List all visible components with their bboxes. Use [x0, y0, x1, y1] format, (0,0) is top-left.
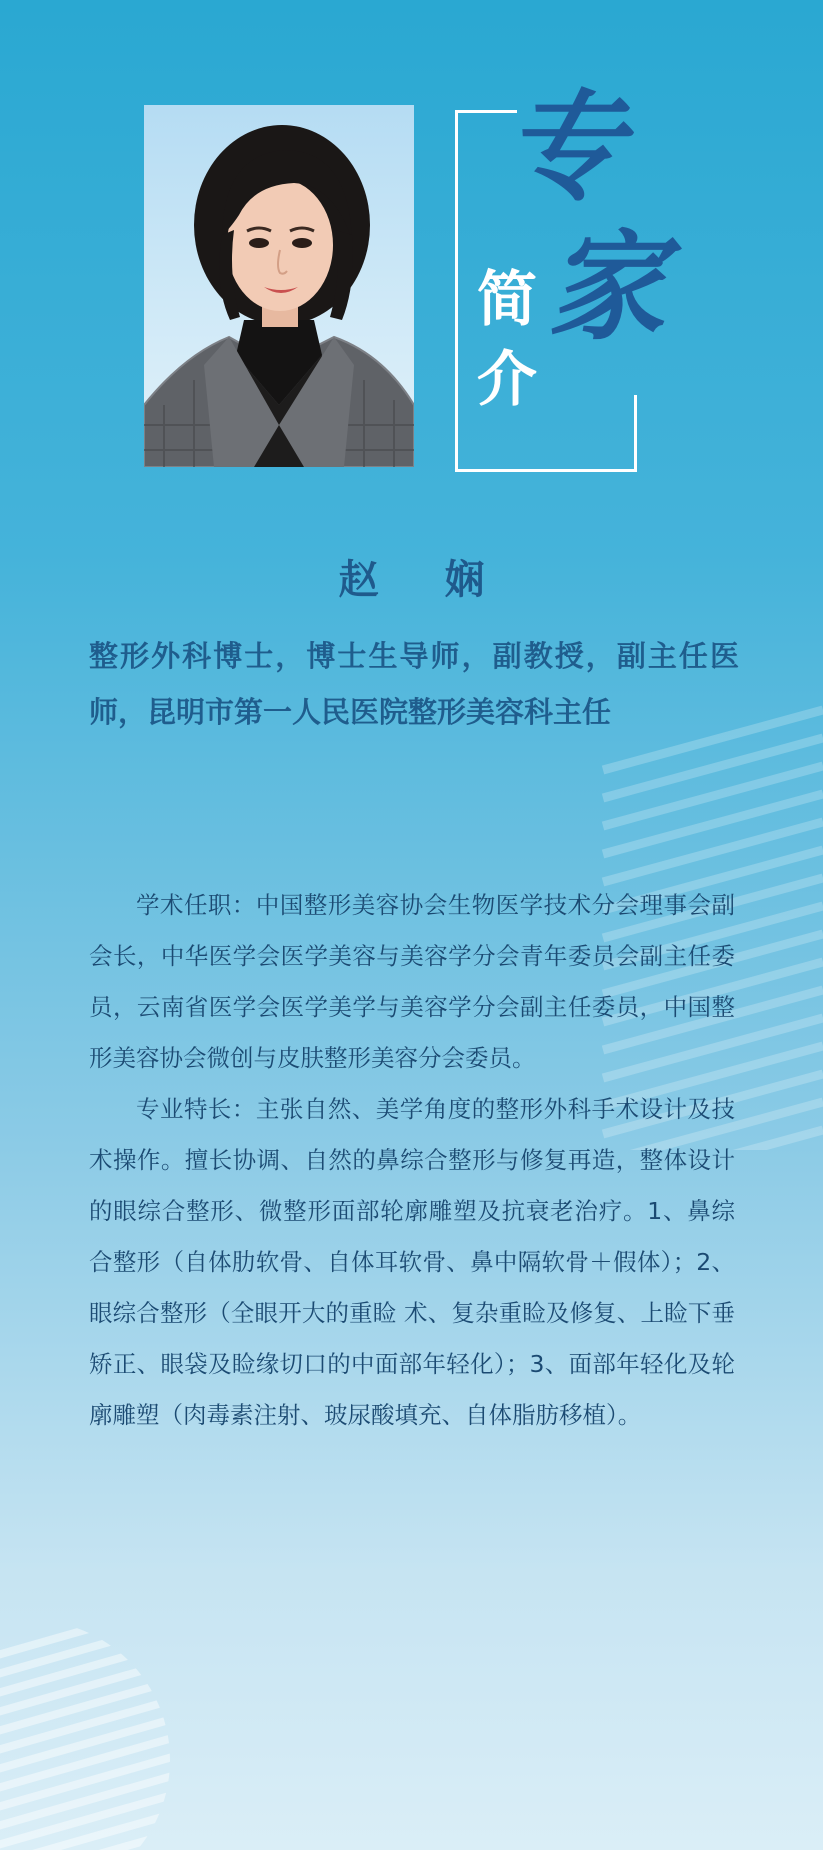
title-char-jia: 家 [547, 217, 666, 356]
title-char-jian: 简 [477, 265, 537, 335]
stripe-line [603, 738, 823, 798]
decorative-stripes-left [0, 1600, 170, 1850]
bio-specialties: 专业特长：主张自然、美学角度的整形外科手术设计及技术操作。擅长协调、自然的鼻综合整形与修复再造，整体设计的眼综合整形、微整形面部轮廓雕塑及抗衰老治疗。1、鼻综合整形（自体肋软骨、自体耳软骨、鼻中隔软骨＋假体）；2、眼综合整形（全眼开大的重睑 术、复杂重睑及修复、上睑下垂矫正、眼袋及睑缘切口的中面部年轻化）；3、面部年轻化及轮廓雕塑（肉毒素注射、玻尿酸填充、自体脂肪移植）。 [89, 1095, 735, 1429]
expert-bio [89, 880, 735, 1441]
frame-bottom-line [455, 469, 637, 472]
expert-headline: 整形外科博士，博士生导师，副教授，副主任医师，昆明市第一人民医院整形美容科主任 [89, 639, 739, 729]
title-char-jie: 介 [477, 345, 537, 415]
stripe-line [603, 822, 823, 882]
frame-right-line [634, 395, 637, 472]
expert-name: 赵 娴 [338, 557, 511, 603]
stripe-line [603, 794, 823, 854]
expert-intro-title [455, 77, 666, 470]
stripe-line [603, 766, 823, 826]
bio-academic-positions: 学术任职：中国整形美容协会生物医学技术分会理事会副会长，中华医学会医学美容与美容学分会青年委员会副主任委员，云南省医学会医学美学与美容学分会副主任委员，中国整形美容协会微创与皮肤整形美容分会委员。 [89, 891, 735, 1072]
frame-left-line [455, 110, 458, 472]
title-char-zhuan: 专 [505, 77, 624, 216]
portrait-photo [144, 105, 414, 467]
